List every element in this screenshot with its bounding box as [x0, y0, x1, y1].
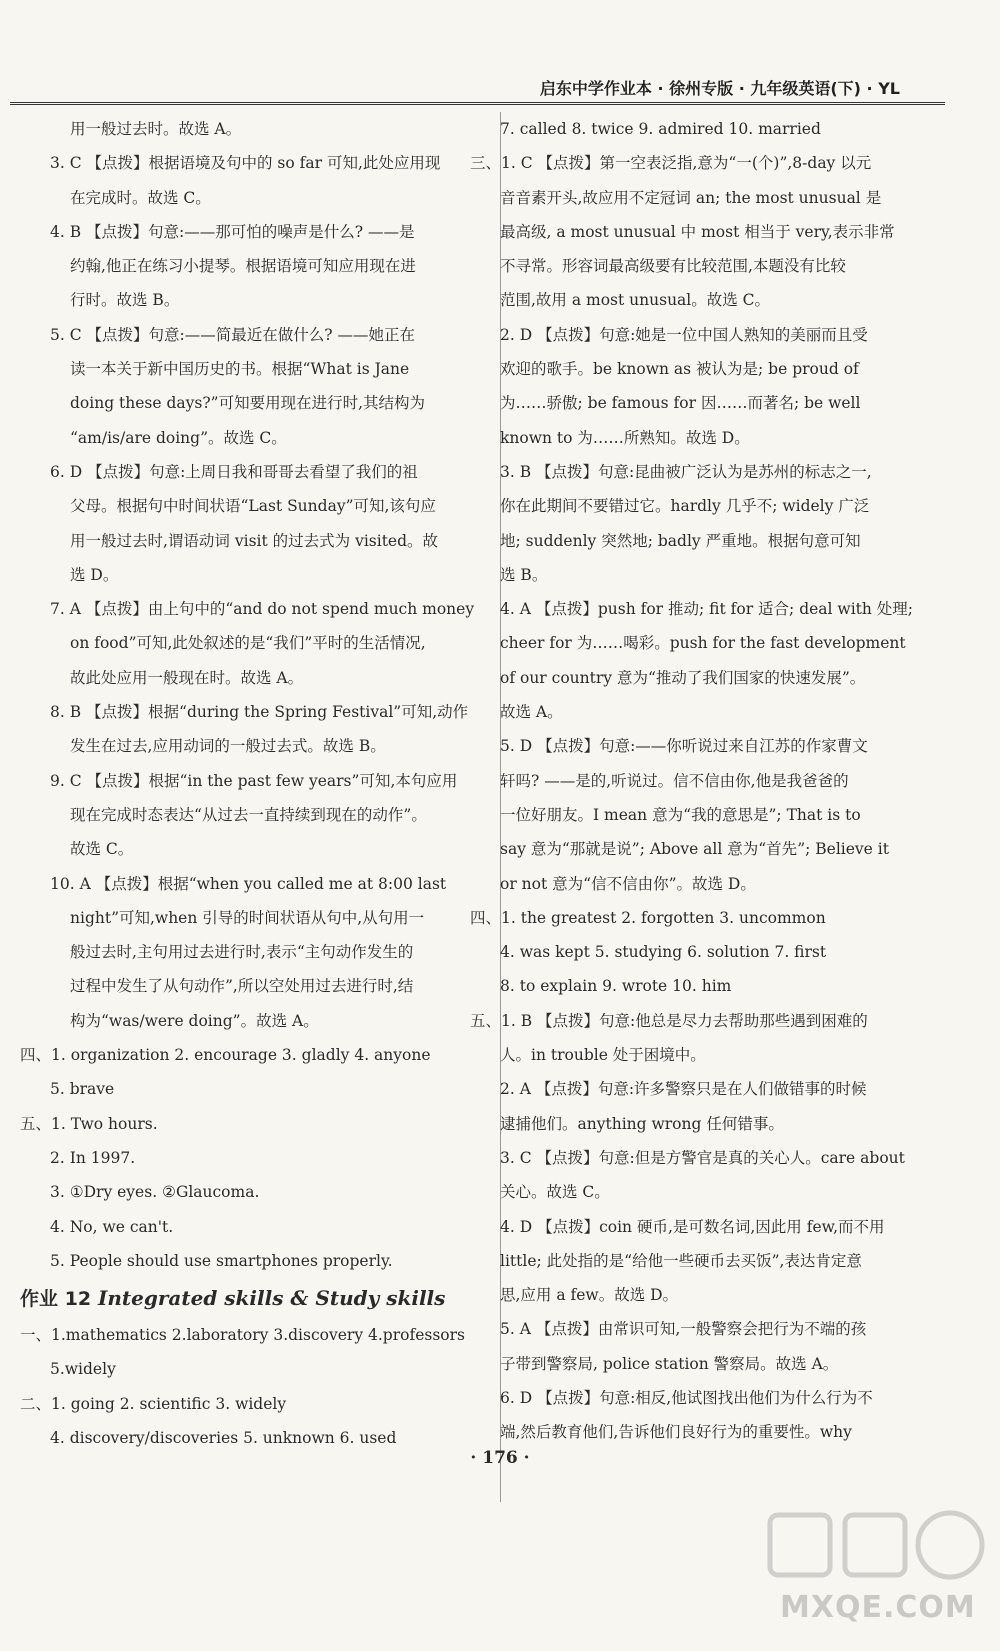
- answer-line: 行时。故选 B。: [70, 291, 180, 310]
- answer-line: 2. A 【点拨】句意:许多警察只是在人们做错事的时候: [500, 1080, 867, 1099]
- answer-line: 发生在过去,应用动词的一般过去式。故选 B。: [70, 737, 386, 756]
- answer-line: 三、1. C 【点拨】第一空表泛指,意为“一(个)”,8-day 以元: [470, 154, 872, 173]
- answer-line: say 意为“那就是说”; Above all 意为“首先”; Believe it: [500, 840, 889, 859]
- page-number: · 176 ·: [470, 1448, 530, 1468]
- answer-line: “am/is/are doing”。故选 C。: [70, 428, 287, 447]
- answer-line: 四、1. the greatest 2. forgotten 3. uncommon: [470, 908, 826, 927]
- answer-line: 7. called 8. twice 9. admired 10. married: [500, 120, 821, 138]
- answer-line: 4. was kept 5. studying 6. solution 7. first: [500, 943, 827, 962]
- answer-line: 故此处应用一般现在时。故选 A。: [70, 668, 304, 687]
- right-column: [470, 112, 950, 1450]
- section-heading: [20, 1278, 480, 1318]
- answer-line: 五、1. Two hours.: [20, 1114, 158, 1133]
- answer-line: 4. D 【点拨】coin 硬币,是可数名词,因此用 few,而不用: [500, 1217, 885, 1236]
- answer-line: 选 B。: [500, 565, 548, 584]
- answer-line: 轩吗? ——是的,听说过。信不信由你,他是我爸爸的: [500, 771, 849, 790]
- answer-line: 2. D 【点拨】句意:她是一位中国人熟知的美丽而且受: [500, 325, 868, 344]
- watermark-text: MXQE.COM: [780, 1590, 976, 1625]
- answer-line: 人。in trouble 处于困境中。: [500, 1046, 706, 1065]
- answer-line: 6. D 【点拨】句意:上周日我和哥哥去看望了我们的祖: [50, 462, 418, 481]
- answer-line: 10. A 【点拨】根据“when you called me at 8:00 last: [50, 874, 447, 893]
- answer-line: 端,然后教育他们,告诉他们良好行为的重要性。why: [500, 1423, 852, 1442]
- answer-line: 父母。根据句中时间状语“Last Sunday”可知,该句应: [70, 497, 436, 516]
- answer-line: 约翰,他正在练习小提琴。根据语境可知应用现在进: [70, 257, 416, 276]
- answer-line: 为……骄傲; be famous for 因……而著名; be well: [500, 394, 861, 413]
- answer-line: 五、1. B 【点拨】句意:他总是尽力去帮助那些遇到困难的: [470, 1011, 868, 1030]
- answer-line: 子带到警察局, police station 警察局。故选 A。: [500, 1354, 839, 1373]
- answer-line: 般过去时,主句用过去进行时,表示“主句动作发生的: [70, 943, 414, 962]
- answer-line: on food”可知,此处叙述的是“我们”平时的生活情况,: [70, 634, 426, 653]
- answer-line: 5.widely: [50, 1360, 116, 1379]
- answer-line: 4. No, we can't.: [50, 1217, 174, 1236]
- answer-line: 思,应用 a few。故选 D。: [500, 1286, 679, 1305]
- answer-line: 4. A 【点拨】push for 推动; fit for 适合; deal with 处理;: [500, 600, 914, 619]
- answer-line: 不寻常。形容词最高级要有比较范围,本题没有比较: [500, 257, 846, 276]
- answer-line: 构为“was/were doing”。故选 A。: [70, 1011, 319, 1030]
- answer-line: 范围,故用 a most unusual。故选 C。: [500, 291, 771, 310]
- watermark-logo: [760, 1500, 990, 1640]
- answer-line: 3. ①Dry eyes. ②Glaucoma.: [50, 1183, 260, 1202]
- answer-line: 3. C 【点拨】句意:但是方警官是真的关心人。care about: [500, 1148, 905, 1167]
- answer-line: 故选 A。: [500, 703, 563, 722]
- section-heading-title: Integrated skills & Study skills: [98, 1286, 446, 1311]
- answer-line: of our country 意为“推动了我们国家的快速发展”。: [500, 668, 866, 687]
- answer-line: 5. C 【点拨】句意:——简最近在做什么? ——她正在: [50, 325, 415, 344]
- answer-line: 一、1.mathematics 2.laboratory 3.discovery 4.professors: [20, 1326, 465, 1345]
- answer-line: 四、1. organization 2. encourage 3. gladly 4. anyone: [20, 1046, 431, 1065]
- answer-line: 读一本关于新中国历史的书。根据“What is Jane: [70, 360, 410, 379]
- answer-line: 3. B 【点拨】句意:昆曲被广泛认为是苏州的标志之一,: [500, 462, 872, 481]
- answer-line: 二、1. going 2. scientific 3. widely: [20, 1394, 287, 1413]
- answer-line: night”可知,when 引导的时间状语从句中,从句用一: [70, 908, 425, 927]
- answer-line: 6. D 【点拨】句意:相反,他试图找出他们为什么行为不: [500, 1388, 873, 1407]
- answer-line: 9. C 【点拨】根据“in the past few years”可知,本句应用: [50, 771, 458, 790]
- answer-line: 5. D 【点拨】句意:——你听说过来自江苏的作家曹文: [500, 737, 868, 756]
- right-answer-lines: [470, 112, 950, 1450]
- answer-line: 过程中发生了从句动作”,所以空处用过去进行时,结: [70, 977, 414, 996]
- answer-line: or not 意为“信不信由你”。故选 D。: [500, 874, 756, 893]
- answer-line: 你在此期间不要错过它。hardly 几乎不; widely 广泛: [500, 497, 870, 516]
- answer-line: 现在完成时态表达“从过去一直持续到现在的动作”。: [70, 805, 427, 824]
- left-answer-lines: [20, 112, 480, 1278]
- answer-line: little; 此处指的是“给他一些硬币去买饭”,表达肯定意: [500, 1251, 862, 1270]
- answer-line: 最高级, a most unusual 中 most 相当于 very,表示非常: [500, 222, 895, 241]
- running-header: 启东中学作业本 · 徐州专版 · 九年级英语(下) · YL: [539, 79, 900, 98]
- answer-line: 选 D。: [70, 565, 119, 584]
- answer-line: 欢迎的歌手。be known as 被认为是; be proud of: [500, 360, 859, 379]
- answer-line: 7. A 【点拨】由上句中的“and do not spend much money: [50, 600, 475, 619]
- header-rule: [10, 102, 945, 105]
- answer-line: 3. C 【点拨】根据语境及句中的 so far 可知,此处应用现: [50, 154, 441, 173]
- section-heading-number: 作业 12: [20, 1288, 92, 1311]
- answer-line: 5. brave: [50, 1080, 115, 1099]
- answer-line: 音音素开头,故应用不定冠词 an; the most unusual 是: [500, 188, 882, 207]
- answer-line: 用一般过去时。故选 A。: [70, 120, 242, 138]
- answer-line: 5. A 【点拨】由常识可知,一般警察会把行为不端的孩: [500, 1320, 867, 1339]
- left-answer-lines-after: [20, 1318, 480, 1455]
- answer-line: 用一般过去时,谓语动词 visit 的过去式为 visited。故: [70, 531, 439, 550]
- answer-line: 关心。故选 C。: [500, 1183, 610, 1202]
- answer-line: 8. B 【点拨】根据“during the Spring Festival”可知,动作: [50, 703, 469, 722]
- answer-line: 4. discovery/discoveries 5. unknown 6. used: [50, 1428, 397, 1447]
- answer-line: 5. People should use smartphones properly.: [50, 1251, 393, 1270]
- answer-line: 2. In 1997.: [50, 1148, 136, 1167]
- answer-line: 故选 C。: [70, 840, 134, 859]
- answer-line: 4. B 【点拨】句意:——那可怕的噪声是什么? ——是: [50, 222, 415, 241]
- answer-line: 逮捕他们。anything wrong 任何错事。: [500, 1114, 784, 1133]
- answer-line: doing these days?”可知要用现在进行时,其结构为: [70, 394, 426, 413]
- answer-line: 在完成时。故选 C。: [70, 188, 211, 207]
- left-column: [20, 112, 480, 1455]
- answer-line: 地; suddenly 突然地; badly 严重地。根据句意可知: [500, 531, 861, 550]
- answer-line: cheer for 为……喝彩。push for the fast development: [500, 634, 906, 653]
- answer-line: known to 为……所熟知。故选 D。: [500, 428, 750, 447]
- answer-line: 一位好朋友。I mean 意为“我的意思是”; That is to: [500, 805, 861, 824]
- answer-line: 8. to explain 9. wrote 10. him: [500, 977, 732, 996]
- watermark-stamp-icon: [760, 1500, 990, 1590]
